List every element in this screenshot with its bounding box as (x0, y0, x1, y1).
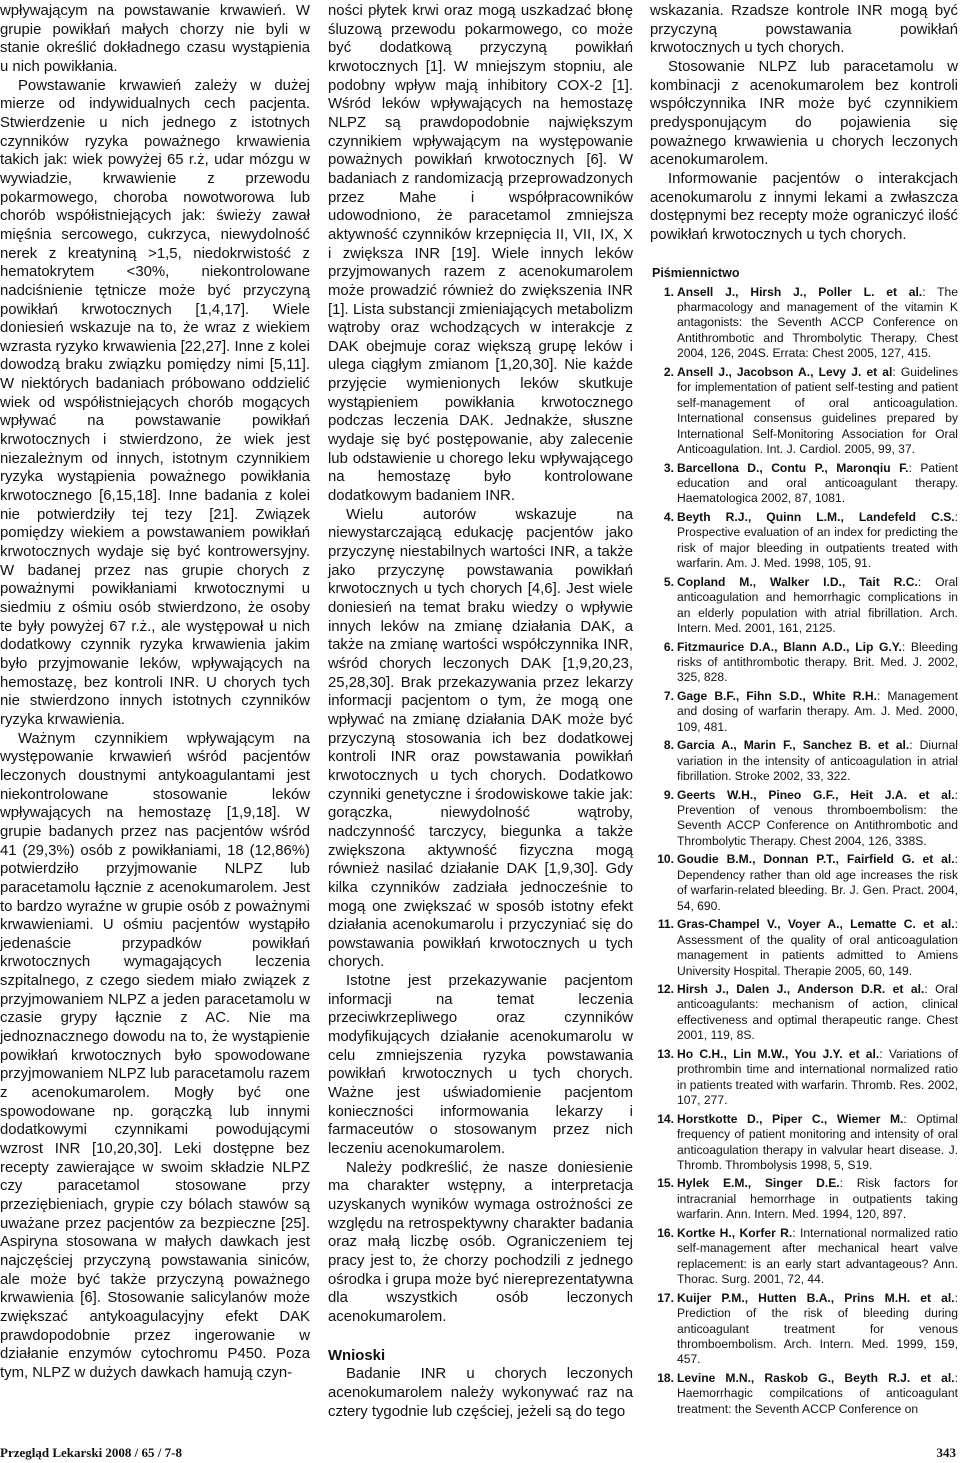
reference-authors: Goudie B.M., Donnan P.T., Fairfield G. et al. (677, 852, 955, 867)
reference-item (650, 738, 958, 784)
paragraph: Ważnym czynnikiem wpływającym na występowanie krwawień wśród pacjentów leczonych doustnymi antykoagulantami jest niekontrolowane stosowanie leków wpływających na hemostazę [1,9,18]. W grupie badanych przez nas pacjentów wśród 41 (29,3%) osób z powikłaniami, 18 (12,86%) potwierdziło przyjmowanie NLPZ lub paracetamolu łącznie z acenokumarolem. Jest to bardzo wyraźne w grupie osób z poważnymi krwawieniami. U ośmiu pacjentów wystąpiło jedenaście przypadków powikłań krwotocznych wymagających leczenia szpitalnego, z czego siedem miało związek z przyjmowaniem NLPZ a jeden paracetamolu w czasie grypy łącznie z AC. Nie ma jednoznacznego dowodu na to, że wystąpienie powikłań krwotocznych było spowodowane przyjmowaniem NLPZ lub paracetamolu razem z acenokumarolem. Mogły być one spowodowane np. gorączką lub innymi dodatkowymi czynnikami powodującymi wzrost INR [10,20,30]. Leki dostępne bez recepty zawierające w swoim składzie NLPZ czy paracetamol stosowane przy przeziębieniach, grypie czy bólach stawów są uważane przez pacjentów za bezpieczne [25]. Aspiryna stosowana w małych dawkach jest najczęściej przyczyną powstawania siniców, ale może być także przyczyną poważnego krwawienia [6]. Stosowanie salicylanów może zwiększać antykoagulacyjny efekt DAK prawdopodobnie przez ingerowanie w działanie enzymów cytochromu P450. Poza tym, NLPZ w dużych dawkach hamują czyn- (0, 730, 310, 1381)
reference-authors: Ansell J., Jacobson A., Levy J. et al (677, 364, 893, 379)
reference-number: 16. (657, 1225, 674, 1240)
reference-number: 14. (657, 1111, 674, 1126)
reference-text: : Variations of prothrombin time and international normalized ratio in patients treated with warfarin. Thromb. Res. 2002, 107, 277. (677, 1046, 959, 1108)
reference-authors: Hirsh J., Dalen J., Anderson D.R. et al. (677, 982, 925, 997)
conclusions-paragraph: Badanie INR u chorych leczonych acenokumarolem należy wykonywać raz na cztery tygodnie lub częściej, jeżeli są do tego (328, 1366, 633, 1420)
reference-number: 15. (657, 1176, 674, 1191)
reference-authors: Levine M.N., Raskob G., Beyth R.J. et al. (677, 1370, 955, 1385)
reference-text: : Haemorrhagic compilcations of anticoagulant treatment: the Seventh ACCP Conference on (677, 1370, 958, 1416)
paragraph: Wielu autorów wskazuje na niewystarczającą edukację pacjentów jako przyczynę niestabilnych wartości INR, a także jako przyczynę powstawania powikłań krwotocznych u tych chorych [4,6]. Jest wiele doniesień na temat braku wiedzy o wpływie innych leków na zmianę działania DAK, a także na zmianę wartości współczynnika INR, wśród chorych leczonych DAK [1,9,20,23, 25,28,30]. Brak przekazywania przez lekarzy informacji pacjentom o tym, że mogą one wpływać na zmianę działania DAK może być przyczyną stosowania ich bez dodatkowej kontroli INR oraz powstawania powikłań krwotocznych u tych chorych. Dodatkowo czynniki genetyczne i środowiskowe takie jak: gorączka, niewydolność wątroby, nadczynność tarczycy, biegunka a także zwiększona aktywność fizyczna mogą również nasilać działanie DAK [1,9,30]. Gdy kilka czynników zadziała jednocześnie to mogą one zwiększać w sposób istotny efekt działania acenokumarolu i przyczyniać się do powstawania powikłań krwotocznych u tych chorych. (328, 506, 633, 971)
reference-text: : International normalized ratio self-management after mechanical heart valve replacement: is an early start advantageous? Ann. Thorac. Surg. 2001, 72, 44. (677, 1225, 958, 1287)
column-right (650, 2, 958, 1420)
reference-item (650, 917, 958, 979)
reference-item (650, 982, 958, 1044)
paragraph: wskazania. Rzadsze kontrole INR mogą być przyczyną powstawania powikłań krwotocznych u tych chorych. (650, 3, 958, 57)
reference-number: 12. (657, 982, 674, 997)
spacer (328, 1327, 633, 1347)
reference-item (650, 689, 958, 735)
reference-item (650, 510, 958, 572)
paragraph: ności płytek krwi oraz mogą uszkadzać błonę śluzową przewodu pokarmowego, co może być dodatkową przyczyną powikłań krwotocznych [1]. W mniejszym stopniu, ale podobny wpływ mają inhibitory COX-2 [1]. Wśród leków wpływających na hemostazę NLPZ są prawdopodobnie największym czynnikiem wpływającym na występowanie poważnych powikłań krwotocznych [6]. W badaniach z randomizacją przeprowadzonych przez Mahe i współpracowników udowodniono, że paracetamol zmniejsza aktywność czynników krzepnięcia II, VII, IX, X i zwiększa INR [19]. Wiele innych leków przyjmowanych razem z acenokumarolem może prowadzić również do zwiększenia INR [1]. Lista substancji zmieniających metabolizm wątroby oraz wchodzących w interakcje z DAK obejmuje coraz większą grupę leków i ulega ciągłym zmianom [1,20,30]. Nie każde przyjęcie wymienionych leków skutkuje wystąpieniem powikłania krwotocznego podczas leczenia DAK. Jednakże, słuszne wydaje się być postępowanie, aby zalecenie lub odstawienie u chorego leku wpływającego na hemostazę było kontrolowane dodatkowym badaniem INR. (328, 3, 633, 505)
reference-text: : Oral anticoagulation and hemorrhagic complications in an elderly population with atrial fibrillation. Arch. Intern. Med. 2001, 161, 2125. (677, 574, 958, 636)
reference-text: : Bleeding risks of antithrombotic therapy. Brit. Med. J. 2002, 325, 828. (677, 639, 958, 685)
reference-authors: Ansell J., Hirsh J., Poller L. et al. (677, 284, 923, 299)
reference-text: : Optimal frequency of patient monitoring and intensity of oral anticoagulation therapy in valvular heart disease. J. Thromb. Thrombolysis 1998, 5, S19. (677, 1111, 958, 1172)
reference-item (650, 1291, 958, 1368)
reference-authors: Horstkotte D., Piper C., Wiemer M. (677, 1111, 904, 1126)
reference-authors: Gras-Champel V., Voyer A., Lematte C. et al. (677, 917, 955, 932)
column-middle (328, 2, 633, 1421)
references-heading: Piśmiennictwo (652, 265, 740, 280)
reference-number: 6. (663, 639, 674, 654)
paragraph: Informowanie pacjentów o interakcjach acenokumarolu z innymi lekami a zwłaszcza dostępnymi bez recepty może ograniczyć ilość powikłań krwotocznych u tych chorych. (650, 170, 958, 243)
reference-number: 17. (657, 1290, 674, 1305)
reference-number: 3. (663, 460, 674, 475)
paragraph: Istotne jest przekazywanie pacjentom informacji na temat leczenia przeciwkrzepliwego oraz czynników modyfikujących działanie acenokumarolu w celu zmniejszenia ryzyka powstawania powikłań krwotocznych u tych chorych. Ważne jest uświadomienie pacjentom konieczności informowania lekarzy i farmaceutów o stosowanym przez nich leczeniu acenokumarolem. (328, 973, 633, 1158)
spacer (650, 245, 958, 265)
conclusions-heading: Wnioski (328, 1347, 386, 1364)
reference-authors: Ho C.H., Lin M.W., You J.Y. et al. (677, 1046, 880, 1061)
reference-text: : Prospective evaluation of an index for predicting the risk of major bleeding in outpatients treated with warfarin. Am. J. Med. 1998, 105, 91. (677, 509, 958, 571)
reference-item (650, 285, 958, 362)
reference-number: 8. (663, 738, 674, 753)
reference-authors: Hylek E.M., Singer D.E. (677, 1176, 840, 1191)
paragraph: wpływającym na powstawanie krwawień. W grupie powikłań małych chorzy nie byli w stanie określić dokładnego czasu wystąpienia u nich powikłania. (0, 3, 310, 75)
reference-item (650, 1226, 958, 1288)
reference-authors: Kortke H., Korfer R. (677, 1225, 793, 1240)
reference-number: 5. (663, 574, 674, 589)
reference-authors: Kuijer P.M., Hutten B.A., Prins M.H. et al. (677, 1290, 955, 1305)
paragraph: Stosowanie NLPZ lub paracetamolu w kombinacji z acenokumarolem bez kontroli współczynnika INR może być czynnikiem predysponującym do pojawienia się poważnego krwawienia u chorych leczonych acenokumarolem. (650, 58, 958, 169)
reference-authors: Copland M., Walker I.D., Tait R.C. (677, 574, 918, 589)
reference-authors: Barcellona D., Contu P., Maronqiu F. (677, 460, 909, 475)
page-number: 343 (936, 1445, 956, 1460)
column-left (0, 2, 310, 1383)
reference-text: : The pharmacology and management of the vitamin K antagonists: the Seventh ACCP Conference on Antithrombotic and Thrombolytic Therapy. Chest 2004, 126, 204S. Errata: Chest 2005, 127, 415. (677, 284, 959, 361)
reference-item (650, 1112, 958, 1174)
reference-item (650, 1047, 958, 1109)
reference-number: 18. (657, 1370, 674, 1385)
journal-footer: Przegląd Lekarski 2008 / 65 / 7-8 (0, 1445, 182, 1460)
reference-number: 9. (663, 787, 674, 802)
reference-item (650, 365, 958, 458)
reference-authors: Garcia A., Marin F., Sanchez B. et al. (677, 738, 910, 753)
reference-number: 1. (663, 284, 674, 299)
reference-authors: Gage B.F., Fihn S.D., White R.H. (677, 688, 877, 703)
reference-item (650, 640, 958, 686)
reference-text: : Oral anticoagulants: mechanism of action, clinical effectiveness and optimal therapeutic range. Chest 2001, 119, 8S. (677, 982, 958, 1043)
reference-authors: Geerts W.H., Pineo G.F., Heit J.A. et al. (677, 787, 955, 802)
reference-item (650, 575, 958, 637)
reference-text: : Management and dosing of warfarin therapy. Am. J. Med. 2000, 109, 481. (677, 688, 958, 734)
reference-authors: Beyth R.J., Quinn L.M., Landefeld C.S. (677, 509, 955, 524)
reference-text: : Prevention of venous thromboembolism: the Seventh ACCP Conference on Antithrombotic and Thrombolytic Therapy. Chest 2004, 126, 338S. (677, 787, 958, 848)
reference-number: 7. (663, 688, 674, 703)
reference-text: : Guidelines for implementation of patient self-testing and patient self-management of oral anticoagulation. International consensus guidelines prepared by International Self-Monitoring Association for Oral Anticoagulation. Int. J. Cardiol. 2005, 99, 37. (677, 364, 958, 457)
reference-number: 4. (663, 509, 674, 524)
reference-text: : Assessment of the quality of oral anticoagulation management in patients admitted to Amiens University Hospital. Therapie 2005, 60, 149. (677, 917, 958, 978)
reference-text: : Patient education and oral anticoagulant therapy. Haematologica 2002, 87, 1081. (677, 460, 958, 506)
reference-text: : Risk factors for intracranial hemorrhage in outpatients taking warfarin. Ann. Intern. Med. 1994, 120, 897. (677, 1176, 958, 1222)
reference-number: 2. (663, 364, 674, 379)
reference-item (650, 1371, 958, 1417)
reference-number: 10. (657, 852, 674, 867)
reference-authors: Fitzmaurice D.A., Blann A.D., Lip G.Y. (677, 639, 902, 654)
reference-text: : Prediction of the risk of bleeding during anticoagulant treatment for venous thromboembolism. Arch. Intern. Med. 1999, 159, 457. (677, 1290, 958, 1367)
reference-text: : Diurnal variation in the intensity of anticoagulation in atrial fibrillation. Stroke 2002, 33, 322. (677, 738, 958, 784)
paragraph: Należy podkreślić, że nasze doniesienie ma charakter wstępny, a interpretacja uzyskanych wyników wymaga ostrożności ze względu na retrospektywny charakter badania oraz małą liczbę osób. Ograniczeniem tej pracy jest to, że chorzy pochodzili z jednego ośrodka i grupa może być niereprezentatywna dla wszystkich osób leczonych acenokumarolem. (328, 1159, 633, 1325)
reference-number: 13. (657, 1046, 674, 1061)
reference-item (650, 461, 958, 507)
references-list (650, 285, 958, 1418)
reference-text: : Dependency rather than old age increases the risk of warfarin-related bleeding. Br. J. Gen. Pract. 2004, 54, 690. (677, 852, 958, 913)
reference-item (650, 788, 958, 850)
reference-item (650, 1176, 958, 1222)
reference-item (650, 852, 958, 914)
paragraph: Powstawanie krwawień zależy w dużej mierze od indywidualnych cech pacjenta. Stwierdzenie u nich jednego z istotnych czynników ryzyka poważnego krwawienia takich jak: wiek powyżej 65 r.ż, udar mózgu w wywiadzie, krwawienie z przewodu pokarmowego, choroba nowotworowa lub chorób współistniejących jak: świeży zawał mięśnia sercowego, cukrzyca, niewydolność nerek z kreatyniną >1,5, niedokrwistość z hematokrytem <30%, niekontrolowane nadciśnienie tętnicze może być przyczyną powikłań krwotocznych [1,4,17]. Wiele doniesień wskazuje na to, że wraz z wiekiem wzrasta ryzyko krwawienia [22,27]. Inne z kolei dowodzą braku związku pomiędzy nimi [5,11]. W niektórych badaniach próbowano oddzielić wiek od współistniejących chorób mogących wpływać na powstawanie powikłań krwotocznych i stwierdzono, że wiek jest niezależnym od innych, istotnym czynnikiem ryzyka wystąpienia poważnego powikłania krwotocznego [6,15,18]. Inne badania z kolei nie potwierdziły tej tezy [21]. Związek pomiędzy wiekiem a powstawaniem powikłań krwotocznych wydaje się być kontrowersyjny. W badanej przez nas grupie chorych z poważnymi powikłaniami krwotocznymi u siedmiu z ośmiu osób stwierdzono, że osoby te były powyżej 67 r.ż., ale występował u nich dodatkowy czynnik ryzyka krwawienia jakim było przyjmowanie leków, wpływających na hemostazę, bez kontroli INR. U chorych tych nie stwierdzono innych istotnych czynników ryzyka krwawienia. (0, 77, 310, 728)
reference-number: 11. (657, 917, 674, 932)
